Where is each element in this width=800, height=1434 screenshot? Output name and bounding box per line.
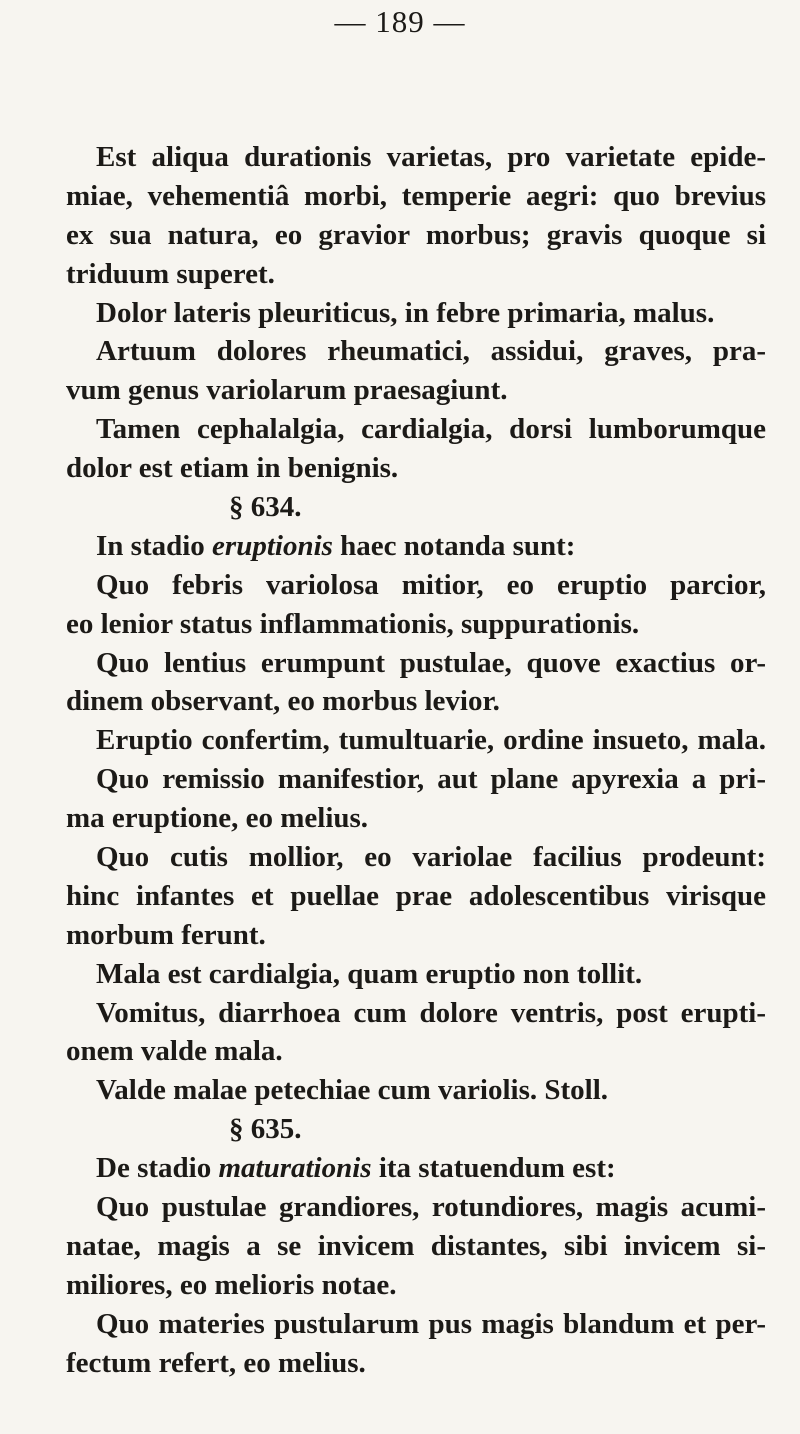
text-line: miae, vehementiâ morbi, temperie aegri: quo brevius — [66, 179, 766, 212]
text-line: Vomitus, diarrhoea cum dolore ventris, post erupti- — [96, 996, 766, 1029]
text-line: Artuum dolores rheumatici, assidui, graves, pra- — [96, 335, 766, 368]
section-heading: § 635. — [229, 1113, 302, 1146]
text-line: Eruptio confertim, tumultuarie, ordine insueto, mala. — [96, 724, 766, 757]
text-line: Quo febris variolosa mitior, eo eruptio parcior, — [96, 568, 766, 601]
text-line: Quo cutis mollior, eo variolae facilius prodeunt: — [96, 841, 766, 874]
italic-term: eruptionis — [212, 529, 333, 562]
text-line: ex sua natura, eo gravior morbus; gravis quoque si — [66, 218, 766, 251]
text-line: ma eruptione, eo melius. — [66, 802, 369, 835]
text-line: morbum ferunt. — [66, 918, 266, 951]
text-run: De stadio — [96, 1152, 219, 1185]
text-line: Quo remissio manifestior, aut plane apyrexia a pri- — [96, 763, 766, 796]
text-run: haec notanda sunt: — [332, 529, 576, 562]
text-line: Tamen cephalalgia, cardialgia, dorsi lumborumque — [96, 413, 766, 446]
text-line: triduum superet. — [66, 257, 275, 290]
text-line: natae, magis a se invicem distantes, sibi invicem si- — [66, 1229, 766, 1262]
text-run: In stadio — [96, 529, 213, 562]
text-line: Est aliqua durationis varietas, pro varietate epide- — [96, 141, 766, 173]
text-line: dolor est etiam in benignis. — [66, 452, 399, 485]
text-run: ita statuendum est: — [371, 1152, 616, 1185]
text-line — [66, 527, 766, 566]
text-line: Quo materies pustularum pus magis blandum et per- — [96, 1307, 766, 1340]
section-heading: § 634. — [229, 491, 302, 524]
page-number-header: — 189 — — [334, 4, 466, 39]
text-line: dinem observant, eo morbus levior. — [66, 685, 500, 718]
text-line: Dolor lateris pleuriticus, in febre primaria, malus. — [96, 296, 715, 329]
text-line: onem valde mala. — [66, 1035, 283, 1068]
text-line: miliores, eo melioris notae. — [66, 1268, 397, 1301]
text-line: Quo lentius erumpunt pustulae, quove exactius or- — [96, 646, 766, 679]
text-line: Quo pustulae grandiores, rotundiores, magis acumi- — [96, 1191, 766, 1224]
text-line: fectum refert, eo melius. — [66, 1346, 366, 1379]
body-text — [66, 138, 766, 1383]
text-line: Valde malae petechiae cum variolis. Stoll. — [96, 1074, 609, 1107]
italic-term: maturationis — [218, 1152, 372, 1185]
text-line: vum genus variolarum praesagiunt. — [66, 374, 508, 407]
text-line — [66, 1149, 766, 1188]
text-line: hinc infantes et puellae prae adolescentibus virisque — [66, 879, 766, 912]
text-line: Mala est cardialgia, quam eruptio non tollit. — [96, 957, 643, 990]
text-line: eo lenior status inflammationis, suppurationis. — [66, 607, 640, 640]
